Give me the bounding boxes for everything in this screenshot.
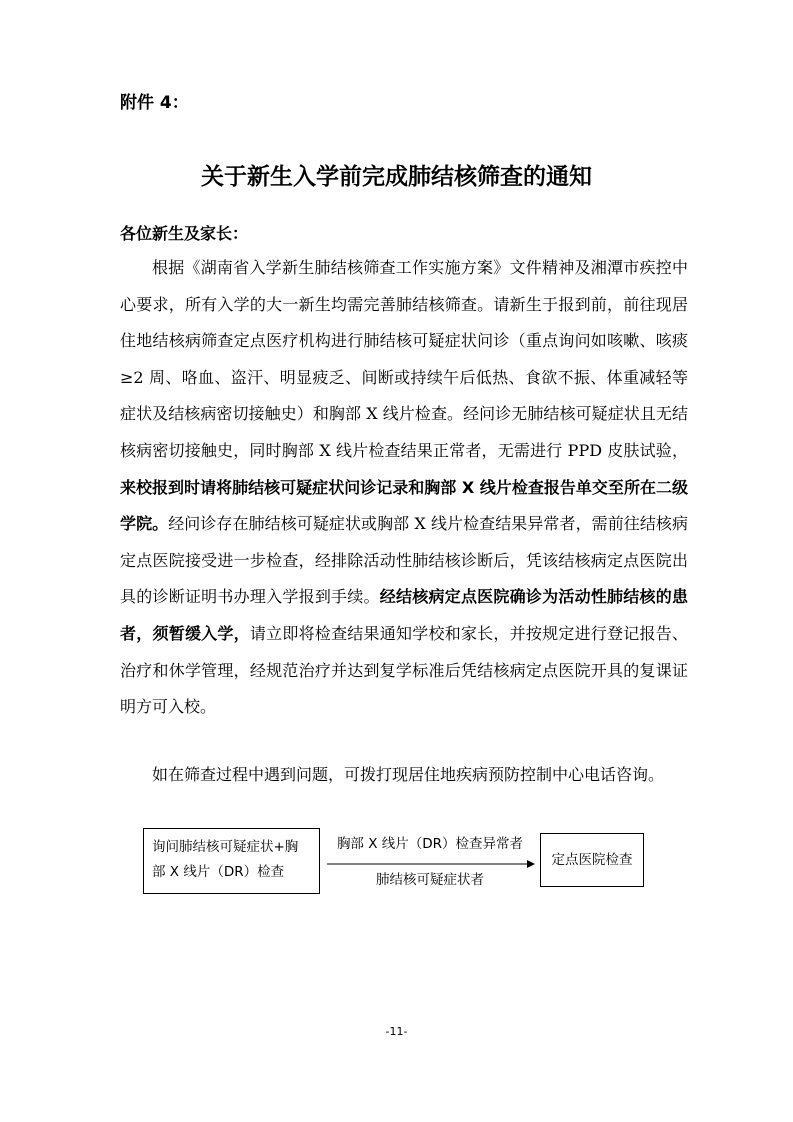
flow-box-inquiry: 询问肺结核可疑症状+胸部 X 线片（DR）检查 — [143, 828, 320, 894]
page-number: -11- — [385, 1025, 408, 1038]
flow-box-hospital: 定点医院检查 — [540, 833, 644, 887]
flow-arrow-label-top: 胸部 X 线片（DR）检查异常者 — [336, 836, 524, 852]
attachment-label: 附件 4： — [120, 93, 189, 113]
paragraph-main-part1: 根据《湖南省入学新生肺结核筛查工作实施方案》文件精神及湘潭市疾控中心要求，所有入学的大一新生均需完善肺结核筛查。请新生于报到前，前往现居住地结核病筛查定点医疗机构进行肺结核可疑症状问诊（重点询问如咳嗽、咳痰≥2 周、咯血、盗汗、明显疲乏、间断或持续午后低热、食欲不振、体重减轻等症状及结核病密切接触史）和胸部 X 线片检查。经问诊无肺结核可疑症状且无结核病密切接触史，同时胸部 X 线片检查结果正常者，无需进行 PPD 皮肤试验， — [120, 258, 688, 460]
paragraph-main-part2: 经问诊存在肺结核可疑症状或胸部 X 线片检查结果异常者，需前往结核病定点医院接受进一步检查，经排除活动性肺结核诊断后，凭该结核病定点医院出具的诊断证明书办理入学报到手续。 — [120, 514, 688, 607]
salutation: 各位新生及家长： — [120, 224, 249, 243]
paragraph-main-bold2: 经结核病定点医院确诊为活动性肺结核的患者，须暂缓入学， — [120, 587, 688, 643]
paragraph-contact: 如在筛查过程中遇到问题，可拨打现居住地疾病预防控制中心电话咨询。 — [152, 765, 665, 784]
document-title: 关于新生入学前完成肺结核筛查的通知 — [201, 164, 592, 190]
flow-arrow-label-bottom: 肺结核可疑症状者 — [376, 872, 484, 888]
paragraph-main — [120, 250, 688, 726]
paragraph-main-part3: 请立即将检查结果通知学校和家长，并按规定进行登记报告、治疗和休学管理，经规范治疗并达到复学标准后凭结核病定点医院开具的复课证明方可入校。 — [120, 623, 688, 717]
paragraph-main-bold1: 来校报到时请将肺结核可疑症状问诊记录和胸部 X 线片检查报告单交至所在二级学院。 — [120, 477, 688, 534]
